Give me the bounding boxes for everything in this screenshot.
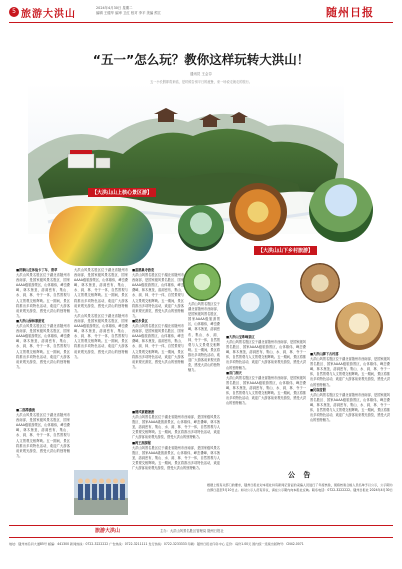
column5-subhead-2: ■两王洞探秘	[132, 440, 151, 445]
article-byline: 通讯员 王会芬	[189, 72, 213, 76]
column1-subhead-1: ■洪顺山庄体验卡丁车、滑草	[16, 268, 58, 272]
column2-body-1: 大洪山风景名胜区位于湖北省随州市西南部，是国家级风景名胜区、国家AAAA级旅游景区，山体雄伟，峰峦叠嶂，林木葱茏，溶洞密布，集山、水、洞、林、寺于一体，自然景观与人文景观交相辉映。五一期间，景区将推出多项特色活动，欢迎广大游客前来观光游览，感受大洪山的独特魅力。	[74, 268, 128, 313]
text-column-7	[310, 352, 390, 463]
header-rule	[9, 22, 393, 23]
photo-festival	[229, 183, 287, 241]
text-column-4	[188, 302, 220, 422]
footer-logo: 旅游大洪山	[95, 528, 121, 534]
photo-village	[300, 263, 340, 303]
column5-body-2: 大洪山风景名胜区位于湖北省随州市西南部，是国家级风景名胜区、国家AAAA级旅游景区，山体雄伟，峰峦叠嶂，林木葱茏，溶洞密布，集山、水、洞、林、寺于一体，自然景观与人文景观交相辉映。五一期间，景区将推出多项特色活动，欢迎广大游客前来观光游览，感受大洪山的独特魅力。	[132, 445, 220, 471]
column1-body-3: 大洪山风景名胜区位于湖北省随州市西南部，是国家级风景名胜区、国家AAAA级旅游景区，山体雄伟，峰峦叠嶂，林木葱茏，溶洞密布，集山、水、洞、林、寺于一体，自然景观与人文景观交相辉映。五一期间，景区将推出多项特色活动，欢迎广大游客前来观光游览，感受大洪山的独特魅力。	[16, 413, 70, 458]
column1-body-1: 大洪山风景名胜区位于湖北省随州市西南部，是国家级风景名胜区、国家AAAA级旅游景区，山体雄伟，峰峦叠嶂，林木葱茏，溶洞密布，集山、水、洞、林、寺于一体，自然景观与人文景观交相辉映。五一期间，景区将推出多项特色活动，欢迎广大游客前来观光游览，感受大洪山的独特魅力。	[16, 273, 70, 318]
column1-body-2: 大洪山风景名胜区位于湖北省随州市西南部，是国家级风景名胜区、国家AAAA级旅游景区，山体雄伟，峰峦叠嶂，林木葱茏，溶洞密布，集山、水、洞、林、寺于一体，自然景观与人文景观交相辉映。五一期间，景区将推出多项特色活动，欢迎广大游客前来观光游览，感受大洪山的独特魅力。	[16, 324, 70, 369]
photo-pavilion	[309, 178, 373, 242]
column1-subhead-3: ■二郎潭漂流	[16, 408, 35, 412]
label-village-tour: 【大洪山山下乡村旅游】	[254, 246, 317, 255]
column5-body-1: 大洪山风景名胜区位于湖北省随州市西南部，是国家级风景名胜区、国家AAAA级旅游景区，山体雄伟，峰峦叠嶂，林木葱茏，溶洞密布，集山、水、洞、林、寺于一体，自然景观与人文景观交相辉映。五一期间，景区将推出多项特色活动，欢迎广大游客前来观光游览，感受大洪山的独特魅力。	[132, 415, 220, 440]
column3-body-1: 大洪山风景名胜区位于湖北省随州市西南部，是国家级风景名胜区、国家AAAA级旅游景区，山体雄伟，峰峦叠嶂，林木葱茏，溶洞密布，集山、水、洞、林、寺于一体，自然景观与人文景观交相辉映。五一期间，景区将推出多项特色活动，欢迎广大游客前来观光游览，感受大洪山的独特魅力。	[132, 273, 184, 318]
group-photo	[74, 470, 128, 515]
photo-waterfall	[226, 283, 274, 331]
section-title: 旅游大洪山	[21, 9, 76, 20]
article-deck: 五一小长假即将来临，是时候告别平日的疲惫，来一场说走就走的旅行。	[150, 80, 252, 84]
photo-autumn-trees	[49, 206, 153, 266]
column7-body-1: 大洪山风景名胜区位于湖北省随州市西南部，是国家级风景名胜区、国家AAAA级旅游景区，山体雄伟，峰峦叠嶂，林木葱茏，溶洞密布，集山、水、洞、林、寺于一体，自然景观与人文景观交相辉映。五一期间，景区将推出多项特色活动，欢迎广大游客前来观光游览，感受大洪山的独特魅力。	[310, 357, 390, 387]
footer-tagline: 主办：大洪山风景名胜区管理局 随州日报社	[160, 529, 224, 533]
column4-body-1: 大洪山风景名胜区位于湖北省随州市西南部，是国家级风景名胜区、国家AAAA级旅游景区，山体雄伟，峰峦叠嶂，林木葱茏，溶洞密布，集山、水、洞、林、寺于一体，自然景观与人文景观交相辉映。五一期间，景区将推出多项特色活动，欢迎广大游客前来观光游览，感受大洪山的独特魅力。	[188, 302, 220, 373]
column6-subhead-2: ■双门洞天	[226, 370, 242, 375]
masthead: 随州日报	[326, 6, 374, 19]
publication-info: 地址：随州市沿河大道85号 邮编：441300 新闻热线：0722-3222222 广告热线：0722-3211111 发行热线：0722-3233333 印刷：随州日报社印务中心 定价：每份1.00元 国内统一连续出版物号：CN42-0071	[9, 542, 304, 546]
column7-subhead-1: ■大洪山脚下古村落	[310, 352, 339, 356]
column6-body-1: 大洪山风景名胜区位于湖北省随州市西南部，是国家级风景名胜区、国家AAAA级旅游景区，山体雄伟，峰峦叠嶂，林木葱茏，溶洞密布，集山、水、洞、林、寺于一体，自然景观与人文景观交相辉映。五一期间，景区将推出多项特色活动，欢迎广大游客前来观光游览，感受大洪山的独特魅力。	[226, 340, 306, 370]
column3-subhead-2: ■徒步景区	[132, 318, 148, 323]
column2-body-2: 大洪山风景名胜区位于湖北省随州市西南部，是国家级风景名胜区、国家AAAA级旅游景区，山体雄伟，峰峦叠嶂，林木葱茏，溶洞密布，集山、水、洞、林、寺于一体，自然景观与人文景观交相辉映。五一期间，景区将推出多项特色活动，欢迎广大游客前来观光游览，感受大洪山的独特魅力。	[74, 313, 128, 359]
text-column-2	[74, 268, 128, 418]
notice-body: 根据上级有关部门的要求，随州日报社对本报社持有新闻记者证的采编人员进行了年度核验，现将核验合格人员名单予以公示，公示期为自即日起至5月10日止。如对公示人员有异议，请在公示期内向本报社反映。联系电话：0722-3222222。随州日报社 2024年4月30日	[207, 483, 393, 492]
text-column-5	[132, 410, 220, 515]
photo-forest	[178, 205, 224, 251]
photo-meadow	[183, 263, 221, 301]
column6-subhead-1: ■大洪山宝珠峰景区	[226, 335, 255, 339]
column3-subhead-1: ■喜鹊巢寺游览	[132, 268, 155, 272]
page-header	[0, 0, 402, 28]
issue-meta	[96, 6, 161, 16]
label-scenic-area: 【大洪山山上核心景区游】	[88, 188, 156, 197]
column3-body-2: 大洪山风景名胜区位于湖北省随州市西南部，是国家级风景名胜区、国家AAAA级旅游景区，山体雄伟，峰峦叠嶂，林木葱茏，溶洞密布，集山、水、洞、林、寺于一体，自然景观与人文景观交相辉映。五一期间，景区将推出多项特色活动，欢迎广大游客前来观光游览，感受大洪山的独特魅力。	[132, 324, 184, 369]
column1-subhead-2: ■大洪山绿林寨游览	[16, 318, 45, 323]
column5-subhead-1: ■清风寨避暑游	[132, 410, 155, 414]
editor-line: 编辑 王健华 编审 卫红 校对 李平 美编 熊江	[96, 11, 162, 15]
column7-body-2: 大洪山风景名胜区位于湖北省随州市西南部，是国家级风景名胜区、国家AAAA级旅游景区，山体雄伟，峰峦叠嶂，林木葱茏，溶洞密布，集山、水、洞、林、寺于一体，自然景观与人文景观交相辉映。五一期间，景区将推出多项特色活动，欢迎广大游客前来观光游览，感受大洪山的独特魅力。	[310, 392, 390, 423]
column7-subhead-2: ■民宿度假	[310, 387, 326, 392]
text-column-6	[226, 335, 306, 463]
text-column-1b	[16, 408, 70, 468]
photo-temple	[335, 302, 383, 350]
text-column-3	[132, 268, 184, 408]
notice-title: 公 告	[288, 471, 314, 479]
article-headline: “五一”怎么玩？教你这样玩转大洪山！	[92, 52, 310, 67]
issue-date: 2024年4月30日 星期二	[96, 6, 133, 10]
column6-body-2: 大洪山风景名胜区位于湖北省随州市西南部，是国家级风景名胜区、国家AAAA级旅游景区，山体雄伟，峰峦叠嶂，林木葱茏，溶洞密布，集山、水、洞、林、寺于一体，自然景观与人文景观交相辉映。五一期间，景区将推出多项特色活动，欢迎广大游客前来观光游览，感受大洪山的独特魅力。	[226, 375, 306, 406]
text-column-1	[16, 268, 70, 408]
page-number: 5	[9, 7, 19, 17]
